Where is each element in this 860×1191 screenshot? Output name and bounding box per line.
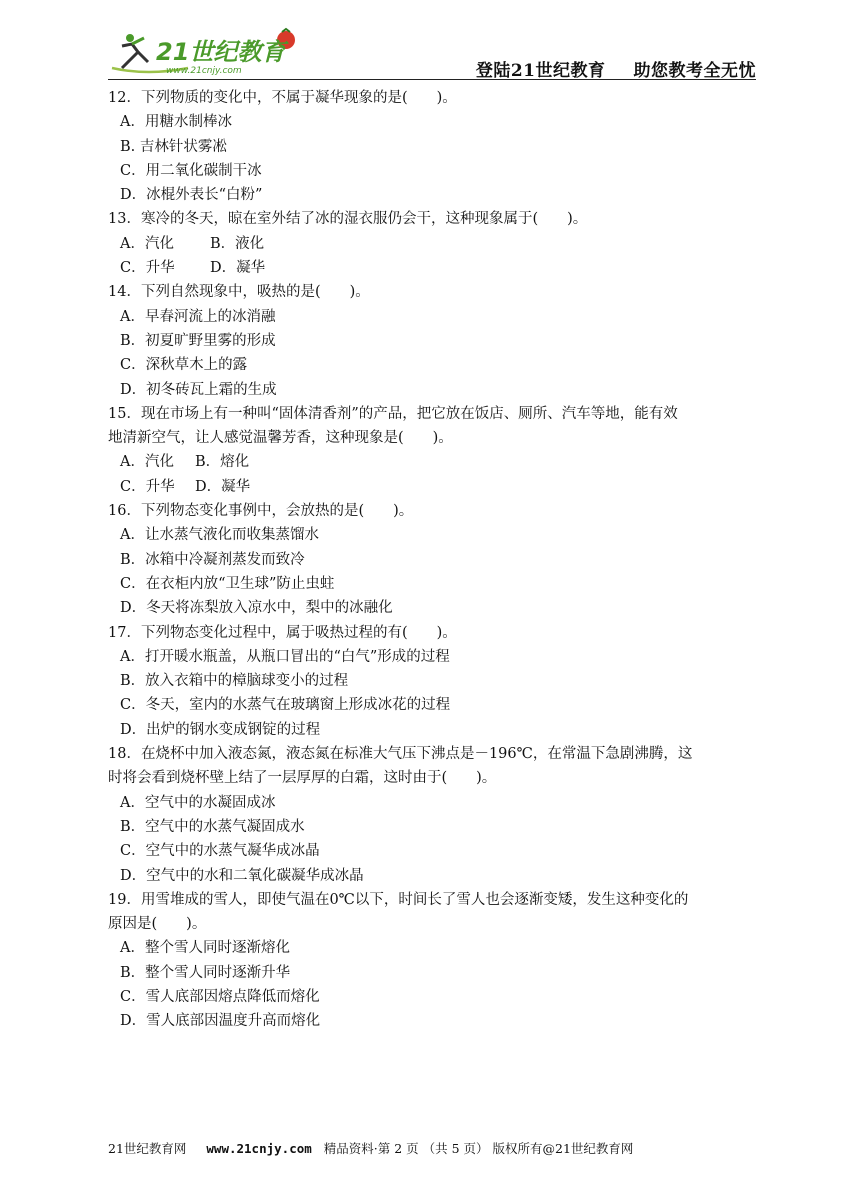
question-17-option-a: A．打开暖水瓶盖，从瓶口冒出的“白气”形成的过程 (120, 648, 450, 665)
question-15-option-d: D．凝华 (195, 478, 251, 495)
question-12-option-a: A．用糖水制棒冰 (120, 114, 232, 131)
site-logo (108, 18, 308, 80)
question-16-stem: 16．下列物态变化事例中，会放热的是( )。 (108, 503, 414, 520)
page-header (108, 18, 756, 81)
question-14-option-c: C．深秋草木上的露 (120, 357, 248, 374)
question-19-stem-line-1: 19．用雪堆成的雪人，即使气温在0℃以下，时间长了雪人也会逐渐变矮，发生这种变化的 (108, 891, 689, 908)
question-12-option-b: B. 吉林针状雾凇 (120, 138, 227, 155)
question-13-option-d: D．凝华 (210, 260, 266, 277)
question-16-option-b: B．冰箱中冷凝剂蒸发而致冷 (120, 551, 305, 568)
question-15-option-b: B．熔化 (195, 454, 250, 471)
svg-text:www.21cnjy.com: www.21cnjy.com (166, 66, 242, 76)
question-15-options-row-1 (108, 450, 758, 474)
question-15-option-c: C．升华 (120, 478, 175, 495)
question-13-options-row-2 (108, 256, 758, 280)
question-14-option-a: A．早春河流上的冰消融 (120, 308, 276, 325)
question-12-stem: 12．下列物质的变化中，不属于凝华现象的是( )。 (108, 90, 457, 106)
footer-site-name: 21世纪教育网 (108, 1141, 187, 1156)
question-16-option-d: D．冬天将冻梨放入凉水中，梨中的冰融化 (120, 600, 393, 617)
question-14-option-d: D．初冬砖瓦上霜的生成 (120, 381, 277, 398)
question-13-options-row-1 (108, 232, 758, 256)
question-14-option-b: B．初夏旷野里雾的形成 (120, 332, 276, 349)
question-19-option-b: B．整个雪人同时逐渐升华 (120, 964, 291, 981)
question-17-option-b: B．放入衣箱中的樟脑球变小的过程 (120, 673, 349, 690)
question-13-option-b: B．液化 (210, 235, 265, 252)
question-18-option-b: B．空气中的水蒸气凝固成水 (120, 818, 305, 835)
question-15-options-row-2 (108, 475, 758, 499)
question-13-option-a: A．汽化 (120, 235, 174, 252)
question-16-option-a: A．让水蒸气液化而收集蒸馏水 (120, 527, 319, 544)
question-list (108, 86, 758, 1034)
question-18-stem-line-2: 时将会看到烧杯壁上结了一层厚厚的白霜，这时由于( )。 (108, 770, 497, 787)
question-14-stem: 14．下列自然现象中，吸热的是( )。 (108, 284, 370, 301)
question-18-stem-line-1: 18．在烧杯中加入液态氮，液态氮在标准大气压下沸点是－196℃，在常温下急剧沸腾，这 (108, 746, 693, 763)
svg-text:21世纪教育: 21世纪教育 (156, 38, 286, 66)
slogan-left: 登陆21世纪教育 (475, 61, 606, 81)
question-13-option-c: C．升华 (120, 260, 175, 277)
header-divider (108, 79, 756, 80)
slogan-right: 助您教考全无忧 (633, 61, 756, 81)
question-13-stem: 13．寒冷的冬天，晾在室外结了冰的湿衣服仍会干，这种现象属于( )。 (108, 211, 588, 228)
page-footer (108, 1139, 633, 1157)
question-12-option-d: D．冰棍外表长“白粉” (120, 187, 263, 204)
question-17-stem: 17．下列物态变化过程中，属于吸热过程的有( )。 (108, 624, 457, 641)
question-19-option-c: C．雪人底部因熔点降低而熔化 (120, 988, 320, 1005)
question-15-stem-line-2: 地清新空气，让人感觉温馨芳香，这种现象是( )。 (108, 430, 453, 447)
question-15-option-a: A．汽化 (120, 454, 174, 471)
question-19-option-d: D．雪人底部因温度升高而熔化 (120, 1013, 321, 1030)
question-12-option-c: C．用二氧化碳制干冰 (120, 162, 262, 179)
question-16-option-c: C．在衣柜内放“卫生球”防止虫蛀 (120, 575, 335, 592)
question-19-stem-line-2: 原因是( )。 (108, 916, 207, 933)
question-15-stem-line-1: 15．现在市场上有一种叫“固体清香剂”的产品，把它放在饭店、厕所、汽车等地，能有效 (108, 405, 678, 422)
question-17-option-d: D．出炉的钢水变成钢锭的过程 (120, 721, 321, 738)
footer-url-link[interactable]: www.21cnjy.com (206, 1141, 312, 1156)
question-19-option-a: A．整个雪人同时逐渐熔化 (120, 940, 290, 957)
footer-page-info: 精品资料·第 2 页 （共 5 页） 版权所有@21世纪教育网 (323, 1141, 634, 1156)
question-18-option-a: A．空气中的水凝固成冰 (120, 794, 276, 811)
question-17-option-c: C．冬天，室内的水蒸气在玻璃窗上形成冰花的过程 (120, 697, 451, 714)
question-18-option-c: C．空气中的水蒸气凝华成冰晶 (120, 843, 320, 860)
header-slogan (476, 56, 756, 81)
question-18-option-d: D．空气中的水和二氧化碳凝华成冰晶 (120, 867, 364, 884)
